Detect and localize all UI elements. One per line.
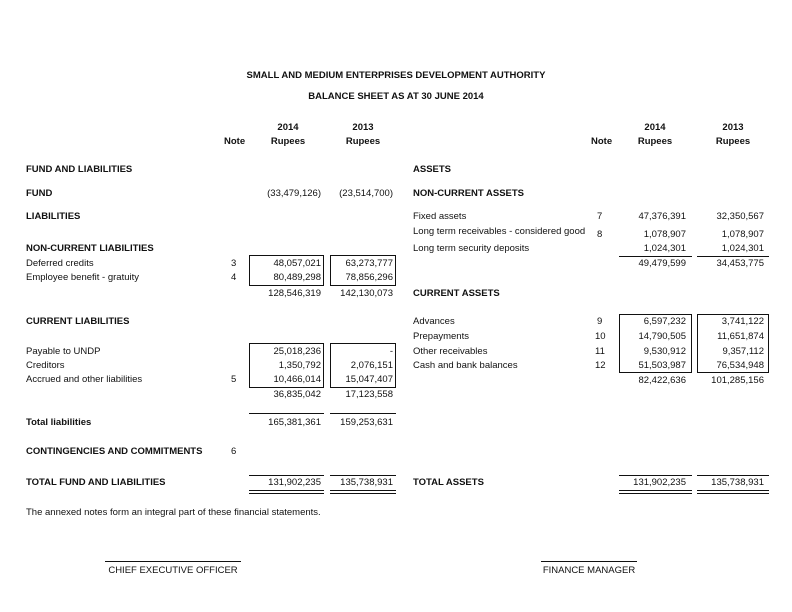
non-current-assets-heading: NON-CURRENT ASSETS [413,188,525,199]
non-current-liabilities-heading: NON-CURRENT LIABILITIES [26,243,154,254]
ceo-signature-label: CHIEF EXECUTIVE OFFICER [108,565,238,576]
ca-row-2013: 9,357,112 [722,346,764,357]
nca-row-note: 7 [597,211,603,222]
nca-total-2013: 34,453,775 [716,258,764,269]
ncl-row-2014: 80,489,298 [273,272,321,283]
ca-row-label: Other receivables [413,346,488,357]
total-liabilities-2014: 165,381,361 [268,417,321,428]
ca-row-note: 10 [595,331,606,342]
cl-row-label: Accrued and other liabilities [26,374,143,385]
ncl-row-note: 3 [231,258,237,269]
ncl-row-2013: 78,856,296 [345,272,393,283]
organization-name: SMALL AND MEDIUM ENTERPRISES DEVELOPMENT AUTHORITY [246,70,546,81]
left-note-header: Note [224,136,246,147]
ncl-row-2014: 48,057,021 [273,258,321,269]
ncl-row-note: 4 [231,272,237,283]
ca-row-label: Prepayments [413,331,469,342]
ncl-total-2014: 128,546,319 [268,288,321,299]
assets-heading: ASSETS [413,164,452,175]
nca-row-2013: 1,024,301 [721,243,764,254]
grand-total-rule [249,475,324,476]
ca-row-2013: 3,741,122 [721,316,764,327]
current-assets-heading: CURRENT ASSETS [413,288,500,299]
total-liabilities-rule [249,413,324,414]
fund-label: FUND [26,188,53,199]
total-fund-liabilities-2013: 135,738,931 [340,477,393,488]
page-title: BALANCE SHEET AS AT 30 JUNE 2014 [308,91,484,102]
total-fund-liabilities-label: TOTAL FUND AND LIABILITIES [26,477,166,488]
grand-total-rule [330,475,396,476]
total-assets-rule [697,475,769,476]
current-liabilities-heading: CURRENT LIABILITIES [26,316,130,327]
ncl-2013-box [330,255,396,286]
nca-row-note: 8 [597,229,603,240]
ncl-2014-box [249,255,324,286]
annexed-notes-statement: The annexed notes form an integral part of these financial statements. [26,507,321,518]
ca-row-2013: 76,534,948 [716,360,764,371]
cl-row-label: Creditors [26,360,65,371]
total-assets-2013: 135,738,931 [711,477,764,488]
liabilities-heading: LIABILITIES [26,211,81,222]
total-assets-rule [619,475,692,476]
right-year1-unit: Rupees [637,136,673,147]
total-assets-double-rule [697,490,769,494]
cl-row-2014: 25,018,236 [273,346,321,357]
nca-row-label: Long term receivables - considered good [413,226,586,237]
ca-2014-box [619,314,692,373]
fund-liabilities-heading: FUND AND LIABILITIES [26,164,133,175]
total-assets-2014: 131,902,235 [633,477,686,488]
nca-row-2014: 1,024,301 [643,243,686,254]
ca-row-2013: 11,651,874 [717,331,764,342]
cl-row-2013: 15,047,407 [345,374,393,385]
total-liabilities-label: Total liabilities [26,417,92,428]
nca-total-rule [619,256,692,257]
ca-total-2013: 101,285,156 [711,375,764,386]
ceo-signature-line [105,561,241,562]
ncl-row-2013: 63,273,777 [345,258,393,269]
cl-total-2014: 36,835,042 [273,389,321,400]
ca-row-label: Advances [413,316,455,327]
nca-total-rule [697,256,769,257]
total-assets-double-rule [619,490,692,494]
right-note-header: Note [591,136,613,147]
cl-2014-box [249,343,324,388]
fund-2014: (33,479,126) [267,188,321,199]
left-year2-header: 2013 [352,122,374,133]
ncl-total-2013: 142,130,073 [340,288,393,299]
left-year2-unit: Rupees [345,136,381,147]
ca-2013-box [697,314,769,373]
cl-row-2014: 10,466,014 [273,374,321,385]
cl-total-2013: 17,123,558 [345,389,393,400]
contingencies-note: 6 [231,446,237,457]
fund-2013: (23,514,700) [339,188,393,199]
ca-row-note: 9 [597,316,603,327]
nca-total-2014: 49,479,599 [638,258,686,269]
total-liabilities-rule [330,413,396,414]
ca-row-note: 12 [595,360,606,371]
nca-row-2013: 32,350,567 [716,211,764,222]
nca-row-label: Fixed assets [413,211,467,222]
cl-row-label: Payable to UNDP [26,346,101,357]
nca-row-2014: 47,376,391 [638,211,686,222]
ncl-row-label: Deferred credits [26,258,94,269]
ca-row-note: 11 [595,346,605,357]
left-year1-unit: Rupees [270,136,306,147]
cl-row-2013: - [389,346,393,357]
left-year1-header: 2014 [277,122,299,133]
ca-row-2014: 14,790,505 [638,331,686,342]
total-fund-liabilities-2014: 131,902,235 [268,477,321,488]
nca-row-2013: 1,078,907 [721,229,764,240]
total-liabilities-2013: 159,253,631 [340,417,393,428]
cl-2013-box [330,343,396,388]
right-year1-header: 2014 [644,122,666,133]
grand-total-double-rule [330,490,396,494]
grand-total-double-rule [249,490,324,494]
ca-row-2014: 51,503,987 [638,360,686,371]
total-assets-label: TOTAL ASSETS [413,477,484,488]
ncl-row-label: Employee benefit - gratuity [26,272,140,283]
finance-manager-signature-line [541,561,637,562]
nca-row-label: Long term security deposits [413,243,530,254]
ca-row-2014: 6,597,232 [643,316,686,327]
ca-total-2014: 82,422,636 [638,375,686,386]
right-year2-header: 2013 [722,122,744,133]
right-year2-unit: Rupees [715,136,751,147]
ca-row-2014: 9,530,912 [643,346,686,357]
cl-row-2014: 1,350,792 [278,360,321,371]
finance-manager-signature-label: FINANCE MANAGER [542,565,636,576]
cl-row-2013: 2,076,151 [350,360,393,371]
contingencies-label: CONTINGENCIES AND COMMITMENTS [26,446,203,457]
cl-row-note: 5 [231,374,237,385]
ca-row-label: Cash and bank balances [413,360,518,371]
nca-row-2014: 1,078,907 [643,229,686,240]
